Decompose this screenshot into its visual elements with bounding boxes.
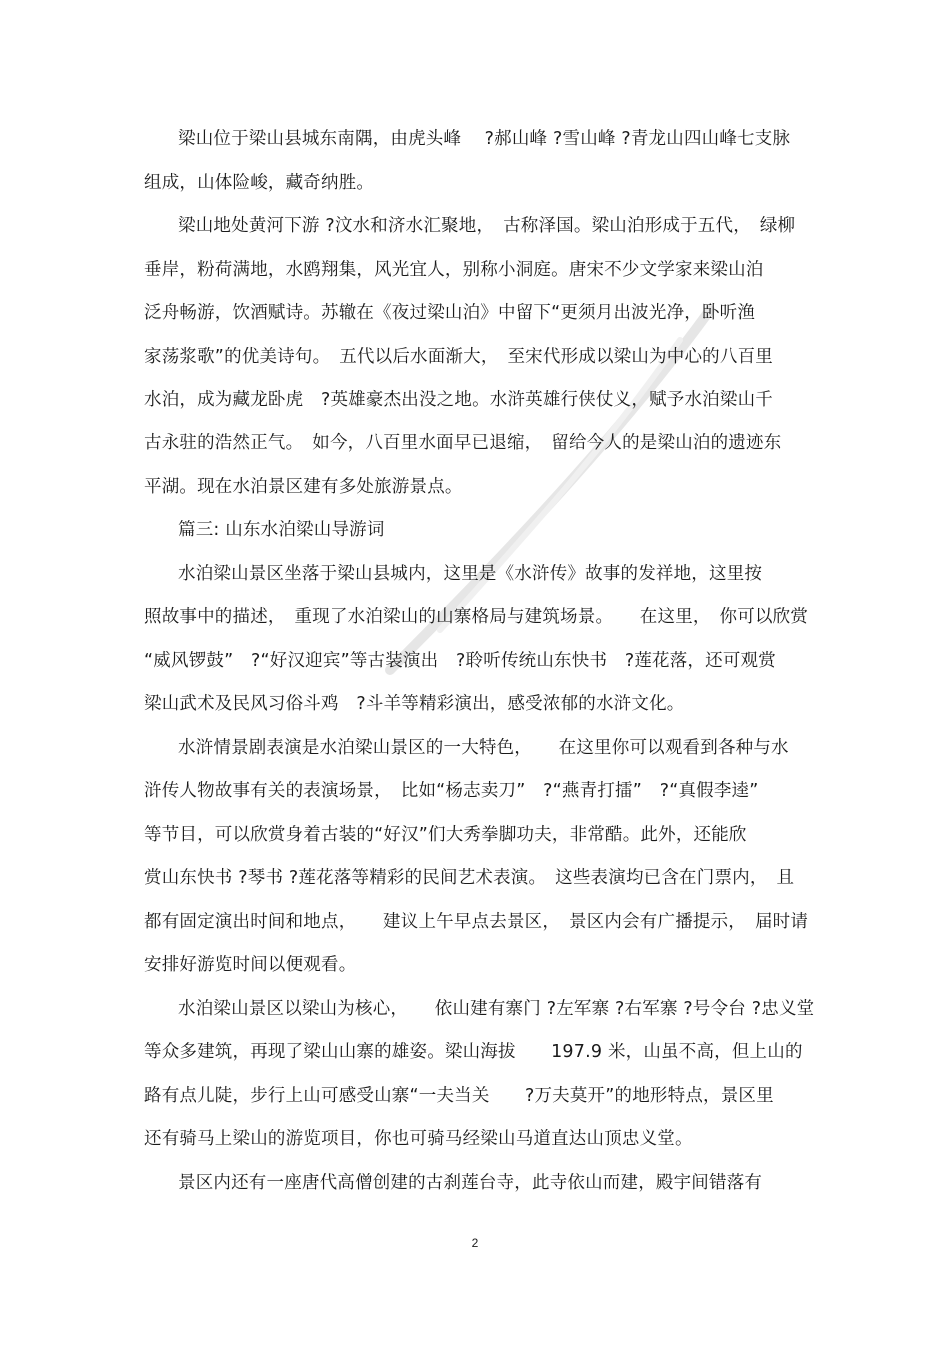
text-line: 组成，山体险峻，藏奇纳胜。 [144, 173, 375, 193]
text-line: 赏山东快书 ?琴书 ?莲花落等精彩的民间艺术表演。 这些表演均已含在门票内， 且 [144, 868, 795, 888]
text-line: “威风锣鼓” ?“好汉迎宾”等古装演出 ?聆听传统山东快书 ?莲花落，还可观赏 [144, 651, 776, 671]
text-line: 照故事中的描述， 重现了水泊梁山的山寨格局与建筑场景。 在这里， 你可以欣赏 [144, 607, 809, 627]
text-line: 安排好游览时间以便观看。 [144, 955, 357, 975]
text-line: 泛舟畅游，饮酒赋诗。苏辙在《夜过梁山泊》中留下“更须月出波光净，卧听渔 [144, 303, 756, 323]
text-line: 梁山地处黄河下游 ?汶水和济水汇聚地， 古称泽国。梁山泊形成于五代， 绿柳 [178, 216, 796, 236]
text-line: 等众多建筑，再现了梁山山寨的雄姿。梁山海拔 197.9 米，山虽不高，但上山的 [144, 1042, 803, 1062]
text-line: 还有骑马上梁山的游览项目，你也可骑马经梁山马道直达山顶忠义堂。 [144, 1129, 693, 1149]
text-line: 古永驻的浩然正气。 如今，八百里水面早已退缩， 留给今人的是梁山泊的遗迹东 [144, 433, 782, 453]
text-line: 家荡浆歌”的优美诗句。 五代以后水面渐大， 至宋代形成以梁山为中心的八百里 [144, 347, 773, 367]
text-line: 景区内还有一座唐代高僧创建的古刹莲台寺，此寺依山而建，殿宇间错落有 [178, 1173, 763, 1193]
text-line: 都有固定演出时间和地点， 建议上午早点去景区， 景区内会有广播提示， 届时请 [144, 912, 809, 932]
text-line: 平湖。现在水泊景区建有多处旅游景点。 [144, 477, 463, 497]
text-line: 路有点儿陡，步行上山可感受山寨“一夫当关 ?万夫莫开”的地形特点，景区里 [144, 1086, 774, 1106]
text-line: 水泊梁山景区坐落于梁山县城内，这里是《水浒传》故事的发祥地，这里按 [178, 564, 763, 584]
section-heading: 篇三: 山东水泊梁山导游词 [178, 520, 385, 540]
text-line: 水泊梁山景区以梁山为核心， 依山建有寨门 ?左军寨 ?右军寨 ?号令台 ?忠义堂 [178, 999, 815, 1019]
text-line: 水浒情景剧表演是水泊梁山景区的一大特色， 在这里你可以观看到各种与水 [178, 738, 789, 758]
text-line: 等节目，可以欣赏身着古装的“好汉”们大秀拳脚功夫，非常酷。此外，还能欣 [144, 825, 747, 845]
page-number: 2 [471, 1236, 479, 1250]
text-line: 浒传人物故事有关的表演场景， 比如“杨志卖刀” ?“燕青打擂” ?“真假李逵” [144, 781, 759, 801]
text-line: 梁山武术及民风习俗斗鸡 ?斗羊等精彩演出，感受浓郁的水浒文化。 [144, 694, 685, 714]
text-line: 水泊，成为藏龙卧虎 ?英雄豪杰出没之地。水浒英雄行侠仗义，赋予水泊梁山千 [144, 390, 773, 410]
text-line: 梁山位于梁山县城东南隅，由虎头峰 ?郝山峰 ?雪山峰 ?青龙山四山峰七支脉 [178, 129, 791, 149]
text-line: 垂岸，粉荷满地，水鸥翔集，风光宜人，别称小洞庭。唐宋不少文学家来梁山泊 [144, 260, 764, 280]
